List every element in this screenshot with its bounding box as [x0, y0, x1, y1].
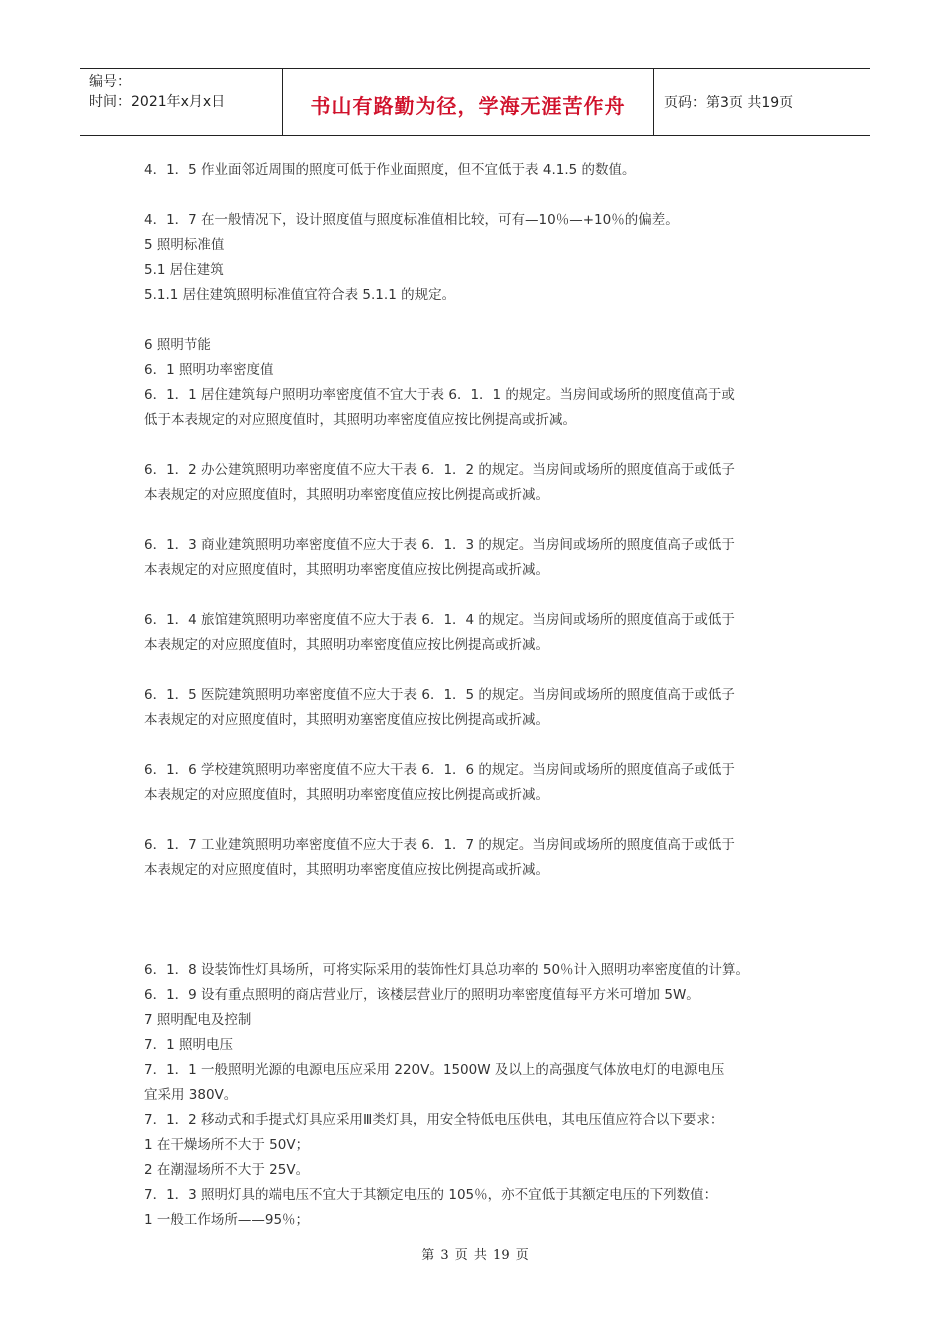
text-line: 7．1．3 照明灯具的端电压不宜大于其额定电压的 105％，亦不宜低于其额定电压的下列数值：: [144, 1187, 718, 1203]
text-line: 6．1．2 办公建筑照明功率密度值不应大干表 6．1．2 的规定。当房间或场所的照度值高于或低子: [144, 462, 735, 478]
text-line: 5.1 居住建筑: [144, 262, 224, 278]
text-line: 4．1．7 在一般情况下，设计照度值与照度标准值相比较，可有—10％—+10％的偏差。: [144, 212, 679, 228]
text-line: 1 在干燥场所不大于 50V；: [144, 1137, 310, 1153]
text-line: 宜采用 380V。: [144, 1087, 238, 1103]
text-line: 2 在潮湿场所不大于 25V。: [144, 1162, 310, 1178]
header-page-info: 页码：第3页 共19页: [664, 95, 794, 111]
text-line: 本表规定的对应照度值时，其照明功率密度值应按比例提高或折减。: [144, 862, 549, 878]
blank-line: [144, 733, 834, 758]
text-line: 6．1．8 设装饰性灯具场所，可将实际采用的装饰性灯具总功率的 50％计入照明功率密度值的计算。: [144, 962, 750, 978]
text-line: 本表规定的对应照度值时，其照明功率密度值应按比例提高或折减。: [144, 562, 549, 578]
header-motto: 书山有路勤为径，学海无涯苦作舟: [282, 69, 654, 135]
text-line: 5.1.1 居住建筑照明标准值宜符合表 5.1.1 的规定。: [144, 287, 456, 303]
blank-line: [144, 508, 834, 533]
text-line: 6．1．1 居住建筑每户照明功率密度值不宜大于表 6．1．1 的规定。当房间或场所的照度值高于或: [144, 387, 735, 403]
page-header: [80, 68, 870, 136]
blank-line: [144, 308, 834, 333]
text-line: 5 照明标准值: [144, 237, 225, 253]
document-date: 时间：2021年x月x日: [89, 94, 226, 110]
blank-line: [144, 883, 834, 908]
blank-line: [144, 808, 834, 833]
text-line: 7．1．2 移动式和手提式灯具应采用Ⅲ类灯具，用安全特低电压供电，其电压值应符合以下要求：: [144, 1112, 724, 1128]
text-line: 7 照明配电及控制: [144, 1012, 252, 1028]
text-line: 6．1．6 学校建筑照明功率密度值不应大干表 6．1．6 的规定。当房间或场所的照度值高子或低于: [144, 762, 735, 778]
text-line: 低于本表规定的对应照度值时，其照明功率密度值应按比例提高或折减。: [144, 412, 576, 428]
text-line: 7．1 照明电压: [144, 1037, 233, 1053]
text-line: 4．1．5 作业面邻近周围的照度可低于作业面照度，但不宜低于表 4.1.5 的数值。: [144, 162, 636, 178]
text-line: 6．1．7 工业建筑照明功率密度值不应大于表 6．1．7 的规定。当房间或场所的照度值高于或低于: [144, 837, 735, 853]
document-number-label: 编号：: [89, 74, 131, 90]
text-line: 本表规定的对应照度值时，其照明功率密度值应按比例提高或折减。: [144, 637, 549, 653]
blank-line: [144, 183, 834, 208]
header-meta: [80, 69, 282, 135]
blank-line: [144, 908, 834, 933]
blank-line: [144, 433, 834, 458]
blank-line: [144, 583, 834, 608]
text-line: 6 照明节能: [144, 337, 211, 353]
blank-line: [144, 658, 834, 683]
text-line: 6．1．9 设有重点照明的商店营业厅，该楼层营业厅的照明功率密度值每平方米可增加 5W。: [144, 987, 700, 1003]
text-line: 6．1．5 医院建筑照明功率密度值不应大于表 6．1．5 的规定。当房间或场所的照度值高于或低子: [144, 687, 735, 703]
text-line: 1 一般工作场所——95％；: [144, 1212, 310, 1228]
text-line: 本表规定的对应照度值时，其照明功率密度值应按比例提高或折减。: [144, 787, 549, 803]
document-body: [144, 158, 834, 1233]
text-line: 本表规定的对应照度值时，其照明功率密度值应按比例提高或折减。: [144, 487, 549, 503]
text-line: 6．1．4 旅馆建筑照明功率密度值不应大于表 6．1．4 的规定。当房间或场所的照度值高于或低于: [144, 612, 735, 628]
text-line: 6．1．3 商业建筑照明功率密度值不应大于表 6．1．3 的规定。当房间或场所的照度值高子或低于: [144, 537, 735, 553]
blank-line: [144, 933, 834, 958]
text-line: 7．1．1 一般照明光源的电源电压应采用 220V。1500W 及以上的高强度气体放电灯的电源电压: [144, 1062, 725, 1078]
text-line: 本表规定的对应照度值时，其照明劝塞密度值应按比例提高或折减。: [144, 712, 549, 728]
page-footer: 第 3 页 共 19 页: [421, 1248, 529, 1263]
text-line: 6．1 照明功率密度值: [144, 362, 274, 378]
